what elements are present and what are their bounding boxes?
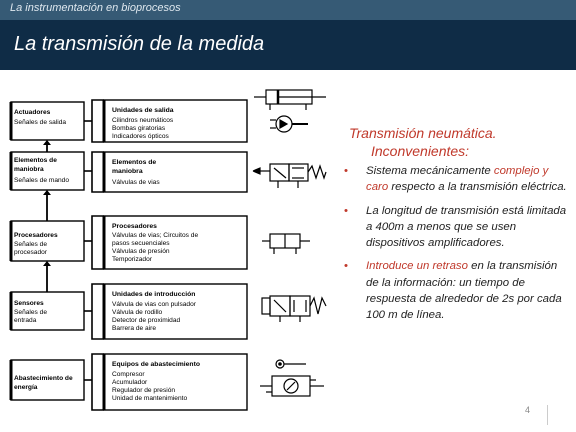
right-block-4-title: Unidades de introducción xyxy=(112,291,196,298)
left-block-4-title: Sensores xyxy=(14,300,44,307)
right-block-4-item-2: Válvula de rodillo xyxy=(112,309,163,316)
bracket-connectors xyxy=(84,100,104,410)
pressure-regulator-icon xyxy=(260,376,324,396)
heading-line-2: Inconvenientes: xyxy=(371,143,470,159)
left-block-1-title: Actuadores xyxy=(14,109,51,116)
bullet-1-highlight: complejo y caro xyxy=(366,165,549,194)
heading-line-1: Transmisión neumática. xyxy=(349,125,497,141)
left-block-3-sub-2: procesador xyxy=(14,249,47,256)
bullet-1-text-a: Sistema mecánicamente xyxy=(366,165,494,177)
section-heading xyxy=(349,124,569,160)
left-block-4-sub-2: entrada xyxy=(14,317,37,324)
bullet-list xyxy=(342,163,568,331)
right-block-5-item-1: Compresor xyxy=(112,371,145,378)
right-block-5-title: Equipos de abastecimiento xyxy=(112,361,201,368)
right-block-5-item-2: Acumulador xyxy=(112,379,148,386)
page-divider xyxy=(547,405,548,425)
bullet-item xyxy=(342,163,568,196)
left-block-3-title: Procesadores xyxy=(14,232,58,239)
right-block-1-title: Unidades de salida xyxy=(112,107,174,114)
left-block-1-sub: Señales de salida xyxy=(14,119,67,126)
time-delay-valve-icon xyxy=(262,234,310,254)
right-block-5-item-3: Regulador de presión xyxy=(112,387,176,394)
right-block-1-item-2: Bombas giratorias xyxy=(112,125,166,132)
bullet-item xyxy=(342,258,568,323)
pneumatic-diagram xyxy=(8,84,328,424)
right-block-4-item-1: Válvula de vias con pulsador xyxy=(112,301,196,308)
bullet-2-text: La longitud de transmisión está limitada a 400m a menos que se usen dispositivos amplificadores. xyxy=(366,204,567,250)
bullet-3-highlight: Introduce un retraso xyxy=(366,260,468,273)
header-bar xyxy=(0,0,576,70)
right-block-3-title: Procesadores xyxy=(112,223,157,230)
compressor-icon xyxy=(276,360,306,368)
left-block-2-title-1: Elementos de xyxy=(14,157,57,164)
right-block-1-item-1: Cilindros neumáticos xyxy=(112,117,174,124)
right-block-1-item-3: Indicadores ópticos xyxy=(112,133,169,140)
slide-title: La transmisión de la medida xyxy=(14,33,265,55)
course-subtitle: La instrumentación en bioprocesos xyxy=(10,2,181,14)
pushbutton-valve-icon xyxy=(262,296,326,322)
right-block-2-item-1: Válvulas de vias xyxy=(112,179,160,186)
cylinder-icon xyxy=(254,90,326,110)
left-block-2-sub: Señales de mando xyxy=(14,177,69,184)
rotary-pump-icon xyxy=(270,116,308,132)
bullet-marker: • xyxy=(344,165,348,177)
right-block-5-item-4: Unidad de mantenimiento xyxy=(112,395,188,402)
right-block-3-item-2: pasos secuenciales xyxy=(112,240,170,247)
bullet-3-text: en la transmisión de la información: un tiempo de respuesta de alrededor de 2s por cada 100 m de línea. xyxy=(366,260,562,322)
left-block-3-sub-1: Señales de xyxy=(14,241,47,248)
right-block-3-item-4: Temporizador xyxy=(112,256,152,263)
right-block-2-title-2: maniobra xyxy=(112,168,143,175)
right-block-4-item-4: Barrera de aire xyxy=(112,325,156,332)
page-number: 4 xyxy=(525,405,531,415)
left-block-4-sub-1: Señales de xyxy=(14,309,47,316)
directional-valve-icon xyxy=(253,164,326,188)
right-block-4-item-3: Detector de proximidad xyxy=(112,317,181,324)
left-block-2-title-2: maniobra xyxy=(14,166,44,173)
right-blocks xyxy=(104,100,247,410)
left-block-5-title-2: energía xyxy=(14,384,38,391)
bullet-item xyxy=(342,203,568,252)
bullet-1-text-b: respecto a la transmisión eléctrica. xyxy=(388,181,567,194)
right-block-2-title-1: Elementos de xyxy=(112,159,157,166)
right-block-3-item-1: Válvulas de vias; Circuitos de xyxy=(112,232,199,239)
right-block-3-item-3: Válvulas de presión xyxy=(112,248,170,255)
bullet-marker: • xyxy=(344,260,348,273)
bullet-marker: • xyxy=(344,204,348,217)
left-block-5-title-1: Abastecimiento de xyxy=(14,375,73,382)
